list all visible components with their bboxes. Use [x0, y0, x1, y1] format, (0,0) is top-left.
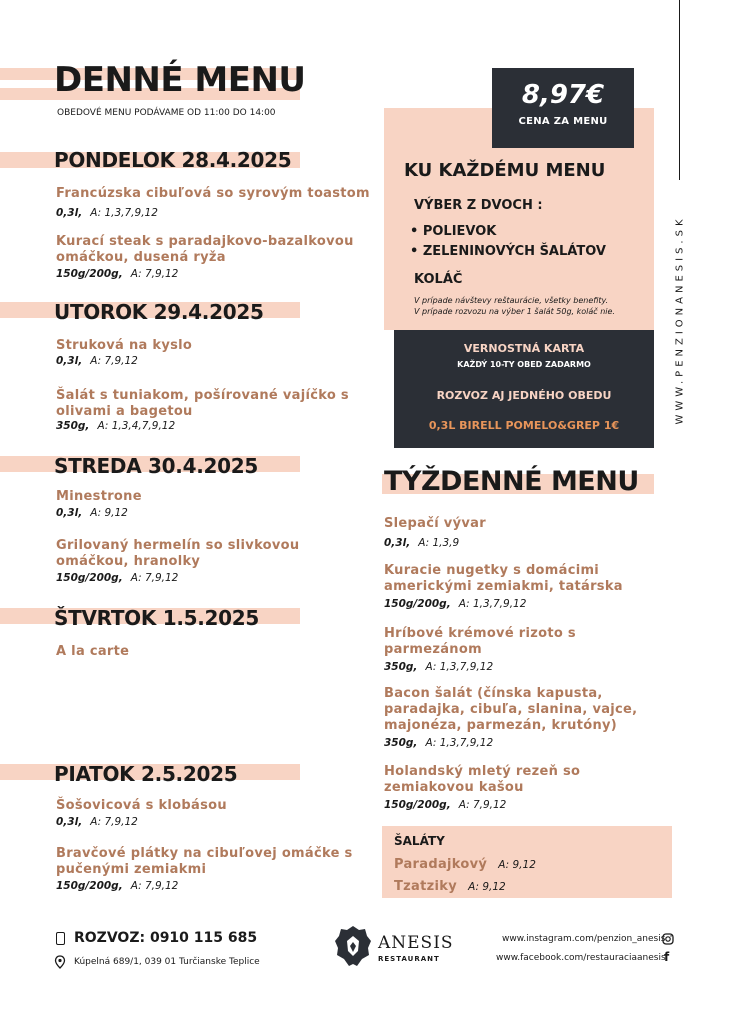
drink-offer: 0,3L BIRELL POMELO&GREP 1€	[428, 419, 620, 432]
facebook-link[interactable]: www.facebook.com/restauraciaanesis	[496, 953, 666, 963]
dish-meta: 150g/200g, A: 7,9,12	[56, 880, 179, 892]
address: Kúpelná 689/1, 039 01 Turčianske Teplice	[74, 957, 260, 967]
instagram-link[interactable]: www.instagram.com/penzion_anesis	[502, 934, 666, 944]
dish-meta: 0,3l, A: 1,3,7,9,12	[56, 207, 158, 219]
dish-meta: 150g/200g, A: 7,9,12	[56, 268, 179, 280]
dish-meta: 150g/200g, A: 7,9,12	[384, 799, 507, 811]
dish-meta: 0,3l, A: 9,12	[56, 507, 128, 519]
info-choice: VÝBER Z DVOCH :	[414, 198, 543, 213]
salads-box	[382, 826, 672, 898]
dish-name: Hríbové krémové rizoto s parmezánom	[384, 626, 576, 657]
price-value: 8,97€	[521, 80, 605, 110]
salad-item: Paradajkový A: 9,12	[394, 857, 536, 872]
day-title: STREDA 30.4.2025	[54, 454, 258, 478]
salads-title: ŠALÁTY	[394, 834, 445, 848]
dish-name: A la carte	[56, 644, 130, 659]
price-label: CENA ZA MENU	[518, 116, 608, 127]
info-option: • ZELENINOVÝCH ŠALÁTOV	[410, 244, 606, 259]
day-title: UTOROK 29.4.2025	[54, 300, 264, 324]
day-title: PONDELOK 28.4.2025	[54, 148, 292, 172]
dish-meta: 150g/200g, A: 1,3,7,9,12	[384, 598, 527, 610]
price-box	[492, 68, 634, 148]
info-note: V prípade rozvozu na výber 1 šalát 50g, koláč nie.	[414, 307, 615, 316]
promo-box	[394, 330, 654, 448]
dish-name: Grilovaný hermelín so slivkovou omáčkou, hranolky	[56, 538, 300, 569]
day-title: PIATOK 2.5.2025	[54, 762, 238, 786]
delivery-note: ROZVOZ AJ JEDNÉHO OBEDU	[436, 389, 612, 402]
website-vertical: WWW.PENZIONANESIS.SK	[674, 215, 686, 425]
dish-name: Bacon šalát (čínska kapusta, paradajka, cibuľa, slanina, vajce, majonéza, parmezán, krutóny)	[384, 686, 638, 733]
dish-name: Struková na kyslo	[56, 338, 193, 353]
dish-name: Šalát s tuniakom, pošírované vajíčko s olivami a bagetou	[56, 388, 349, 419]
phone-icon	[56, 932, 65, 945]
dish-meta: 350g, A: 1,3,4,7,9,12	[56, 420, 176, 432]
weekly-title: TÝŽDENNÉ MENU	[384, 466, 639, 497]
dish-name: Kuracie nugetky s domácimi americkými zemiakmi, tatárska	[384, 563, 623, 594]
dish-meta: 350g, A: 1,3,7,9,12	[384, 661, 494, 673]
page-subtitle: OBEDOVÉ MENU PODÁVAME OD 11:00 DO 14:00	[57, 108, 276, 118]
salad-item: Tzatziky A: 9,12	[394, 879, 506, 894]
dish-name: Šošovicová s klobásou	[56, 798, 227, 813]
dish-name: Minestrone	[56, 489, 142, 504]
dish-name: Bravčové plátky na cibuľovej omáčke s pučenými zemiakmi	[56, 846, 353, 877]
brand-name: ANESIS	[378, 933, 454, 953]
info-option: • POLIEVOK	[410, 224, 497, 239]
location-pin-icon	[54, 955, 66, 969]
facebook-icon[interactable]: f	[664, 950, 670, 964]
info-title: KU KAŽDÉMU MENU	[404, 160, 606, 181]
vertical-divider	[679, 0, 680, 180]
instagram-icon[interactable]	[662, 933, 674, 945]
info-note: V prípade návštevy reštaurácie, všetky benefity.	[414, 296, 609, 305]
dish-name: Kurací steak s paradajkovo-bazalkovou omáčkou, dusená ryža	[56, 234, 354, 265]
delivery-phone[interactable]: ROZVOZ: 0910 115 685	[74, 930, 258, 946]
dish-meta: 0,3l, A: 7,9,12	[56, 355, 138, 367]
dish-meta: 350g, A: 1,3,7,9,12	[384, 737, 494, 749]
loyalty-card: VERNOSTNÁ KARTA	[463, 342, 585, 355]
page-title: DENNÉ MENU	[54, 60, 306, 100]
brand-subtitle: RESTAURANT	[378, 955, 440, 963]
dish-meta: 0,3l, A: 7,9,12	[56, 816, 138, 828]
dish-name: Francúzska cibuľová so syrovým toastom	[56, 186, 370, 201]
day-title: ŠTVRTOK 1.5.2025	[54, 606, 260, 630]
lion-logo-icon	[334, 924, 372, 968]
dish-meta: 0,3l, A: 1,3,9	[384, 537, 460, 549]
dish-meta: 150g/200g, A: 7,9,12	[56, 572, 179, 584]
dish-name: Slepačí vývar	[384, 516, 486, 531]
dish-name: Holandský mletý rezeň so zemiakovou kašou	[384, 764, 581, 795]
info-dessert: KOLÁČ	[414, 272, 463, 287]
loyalty-card-sub: KAŽDÝ 10-TY OBED ZADARMO	[457, 360, 591, 369]
